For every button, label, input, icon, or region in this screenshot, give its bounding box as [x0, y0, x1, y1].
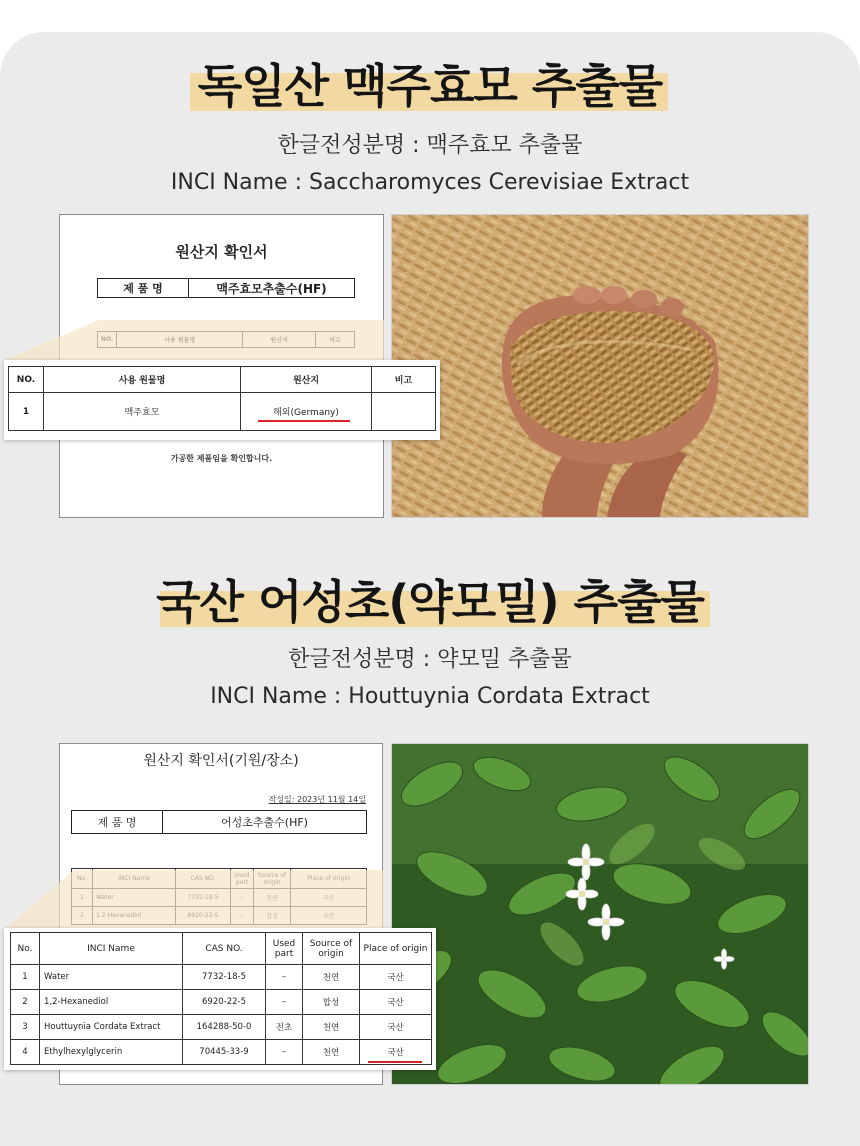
section2-title: 국산 어성초(약모밀) 추출물 [156, 575, 704, 629]
origin-table [8, 366, 436, 431]
grain-photo [391, 214, 809, 518]
table-cell: 천연 [303, 1040, 360, 1065]
section1-korean-name: 한글전성분명 : 맥주효모 추출물 [277, 133, 583, 158]
section1-inci-name: INCI Name : Saccharomyces Cerevisiae Extract [170, 170, 690, 195]
table-cell: 해외(Germany) [241, 393, 372, 431]
section2-korean-name: 한글전성분명 : 약모밀 추출물 [288, 647, 572, 672]
table-cell: 7732-18-5 [183, 965, 266, 990]
certificate-title: 원산지 확인서 [175, 243, 268, 261]
table-cell: Houttuynia Cordata Extract [40, 1015, 183, 1040]
ingredient-table [10, 932, 432, 1065]
table-cell: 1 [9, 393, 44, 431]
table-header: 사용 원물명 [44, 367, 241, 393]
product-value: 어성초추출수(HF) [221, 816, 308, 829]
certificate-date: 작성일: 2023년 11월 14일 [268, 795, 366, 804]
table-header: 원산지 [241, 367, 372, 393]
table-header: NO. [9, 367, 44, 393]
product-name-box [97, 278, 355, 298]
table-header: Place of origin [360, 933, 432, 965]
table-cell: 70445-33-9 [183, 1040, 266, 1065]
table-cell: – [266, 965, 303, 990]
zoom-beam [4, 320, 384, 360]
zoomed-origin-table-1 [4, 360, 440, 440]
houttuynia-photo [391, 743, 809, 1085]
product-value: 맥주효모추출수(HF) [216, 281, 327, 296]
product-name-box [71, 810, 367, 834]
origin-underline [368, 1061, 422, 1063]
table-header: Used part [266, 933, 303, 965]
table-cell: 천연 [303, 965, 360, 990]
table-cell [372, 393, 436, 431]
table-cell: 4 [11, 1040, 40, 1065]
table-header: 비고 [372, 367, 436, 393]
table-header: Source of origin [303, 933, 360, 965]
table-cell: 3 [11, 1015, 40, 1040]
table-cell: – [266, 1040, 303, 1065]
origin-underline [258, 420, 350, 422]
table-cell: 맥주효모 [44, 393, 241, 431]
product-label: 제 품 명 [72, 811, 163, 833]
certificate-title: 원산지 확인서(기원/장소) [143, 753, 299, 769]
section1-title: 독일산 맥주효모 추출물 [197, 59, 663, 113]
section2-inci-name: INCI Name : Houttuynia Cordata Extract [210, 684, 650, 709]
table-cell: – [266, 990, 303, 1015]
table-cell: Ethylhexylglycerin [40, 1040, 183, 1065]
table-header: INCI Name [40, 933, 183, 965]
table-header: CAS NO. [183, 933, 266, 965]
table-cell: Water [40, 965, 183, 990]
table-cell: 164288-50-0 [183, 1015, 266, 1040]
certificate-note: 가공한 제품임을 확인합니다. [170, 454, 273, 463]
table-cell: 국산 [360, 1015, 432, 1040]
table-cell: 국산 [360, 990, 432, 1015]
table-cell: 전초 [266, 1015, 303, 1040]
product-label: 제 품 명 [98, 279, 189, 297]
table-cell: 1,2-Hexanediol [40, 990, 183, 1015]
table-cell: 6920-22-5 [183, 990, 266, 1015]
zoomed-ingredient-table [4, 928, 436, 1070]
table-cell: 합성 [303, 990, 360, 1015]
table-cell: 국산 [360, 1040, 432, 1065]
table-cell: 1 [11, 965, 40, 990]
table-header: No. [11, 933, 40, 965]
zoom-beam [4, 870, 384, 930]
table-cell: 천연 [303, 1015, 360, 1040]
table-cell: 2 [11, 990, 40, 1015]
table-cell: 국산 [360, 965, 432, 990]
